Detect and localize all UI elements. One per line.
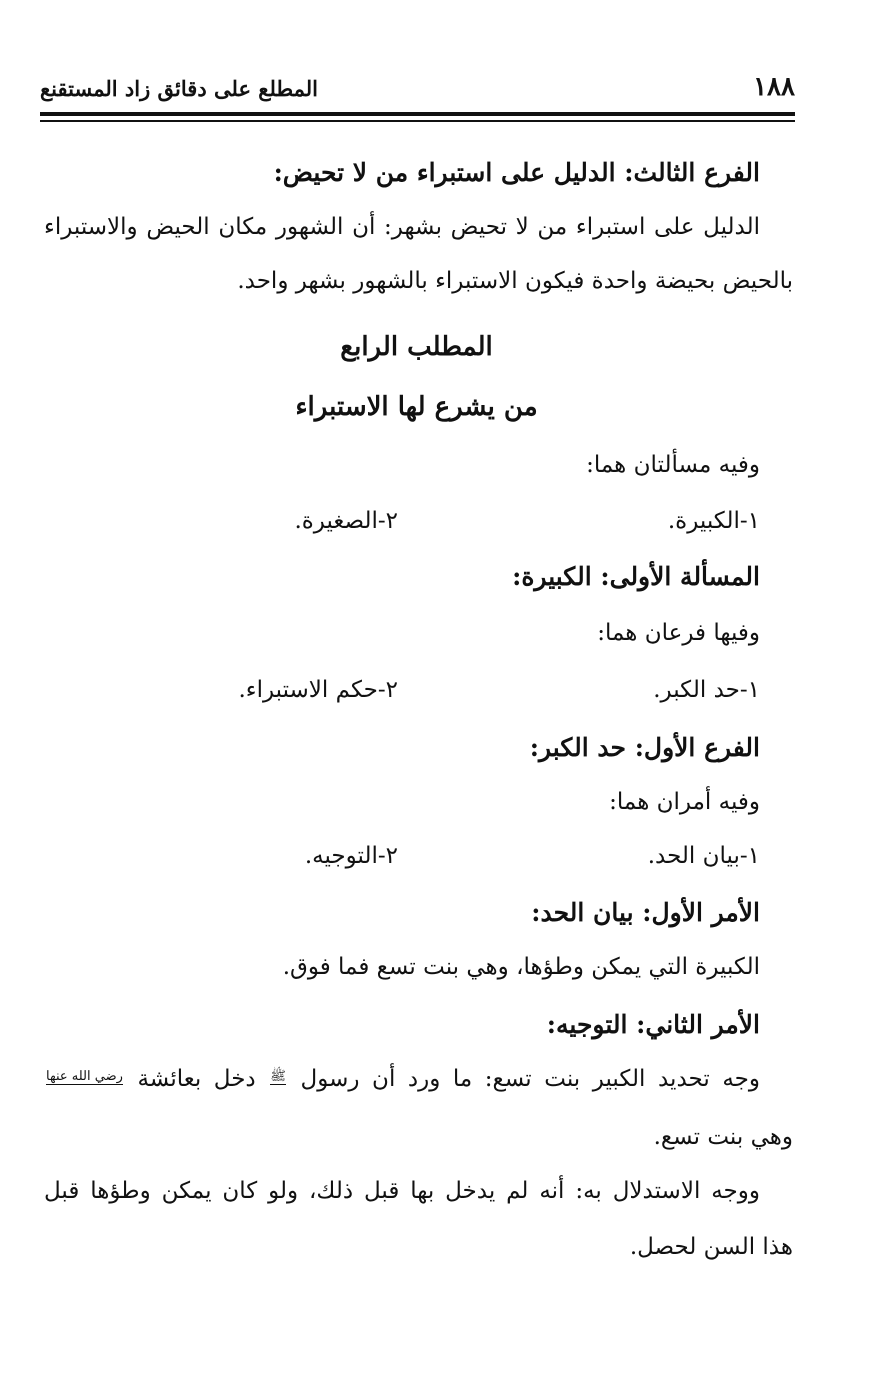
branch1-item-2: ٢-التوجيه.: [304, 843, 398, 869]
matter2-paragraph1-line2: وهي بنت تسع.: [653, 1124, 793, 1150]
header-rule-thick: [40, 112, 795, 116]
branch1-heading: الفرع الأول: حد الكبر:: [529, 733, 760, 762]
issue1-item-2: ٢-حكم الاستبراء.: [238, 677, 398, 703]
section-title-1: المطلب الرابع: [340, 332, 493, 362]
issue1-heading: المسألة الأولى: الكبيرة:: [512, 562, 760, 591]
matter2-paragraph1-part-b: دخل بعائشة: [137, 1066, 256, 1092]
branch1-item-1: ١-بيان الحد.: [647, 843, 760, 869]
section-title-2: من يشرع لها الاستبراء: [295, 392, 538, 422]
issue1-item-1: ١-حد الكبر.: [653, 677, 760, 703]
honorific-prophet: ﷺ: [270, 1069, 286, 1084]
branch3-paragraph-line2: بالحيض بحيضة واحدة فيكون الاستبراء بالشهور بشهر واحد.: [237, 268, 793, 294]
honorific-aisha: رضي الله عنها: [46, 1069, 123, 1084]
matter1-text: الكبيرة التي يمكن وطؤها، وهي بنت تسع فما فوق.: [282, 954, 760, 980]
matter2-paragraph1-line1: [44, 1066, 760, 1092]
matter2-heading: الأمر الثاني: التوجيه:: [546, 1010, 760, 1039]
page-header: [40, 68, 795, 110]
matter2-paragraph1-part-a: وجه تحديد الكبير بنت تسع: ما ورد أن رسول: [300, 1066, 760, 1092]
matter2-paragraph2-line2: هذا السن لحصل.: [629, 1234, 793, 1260]
issue1-intro: وفيها فرعان هما:: [597, 620, 760, 646]
section-item-2: ٢-الصغيرة.: [294, 508, 398, 534]
branch3-heading: الفرع الثالث: الدليل على استبراء من لا تحيض:: [273, 158, 760, 187]
header-rule-thin: [40, 120, 795, 122]
section-item-1: ١-الكبيرة.: [667, 508, 760, 534]
section-intro: وفيه مسألتان هما:: [586, 452, 760, 478]
matter1-heading: الأمر الأول: بيان الحد:: [531, 898, 760, 927]
branch3-paragraph-line1: الدليل على استبراء من لا تحيض بشهر: أن الشهور مكان الحيض والاستبراء: [44, 214, 760, 240]
running-title: المطلع على دقائق زاد المستقنع: [40, 76, 319, 101]
branch1-intro: وفيه أمران هما:: [609, 789, 760, 815]
page-number: ١٨٨: [753, 72, 795, 102]
matter2-paragraph2-line1: ووجه الاستدلال به: أنه لم يدخل بها قبل ذلك، ولو كان يمكن وطؤها قبل: [44, 1178, 760, 1204]
